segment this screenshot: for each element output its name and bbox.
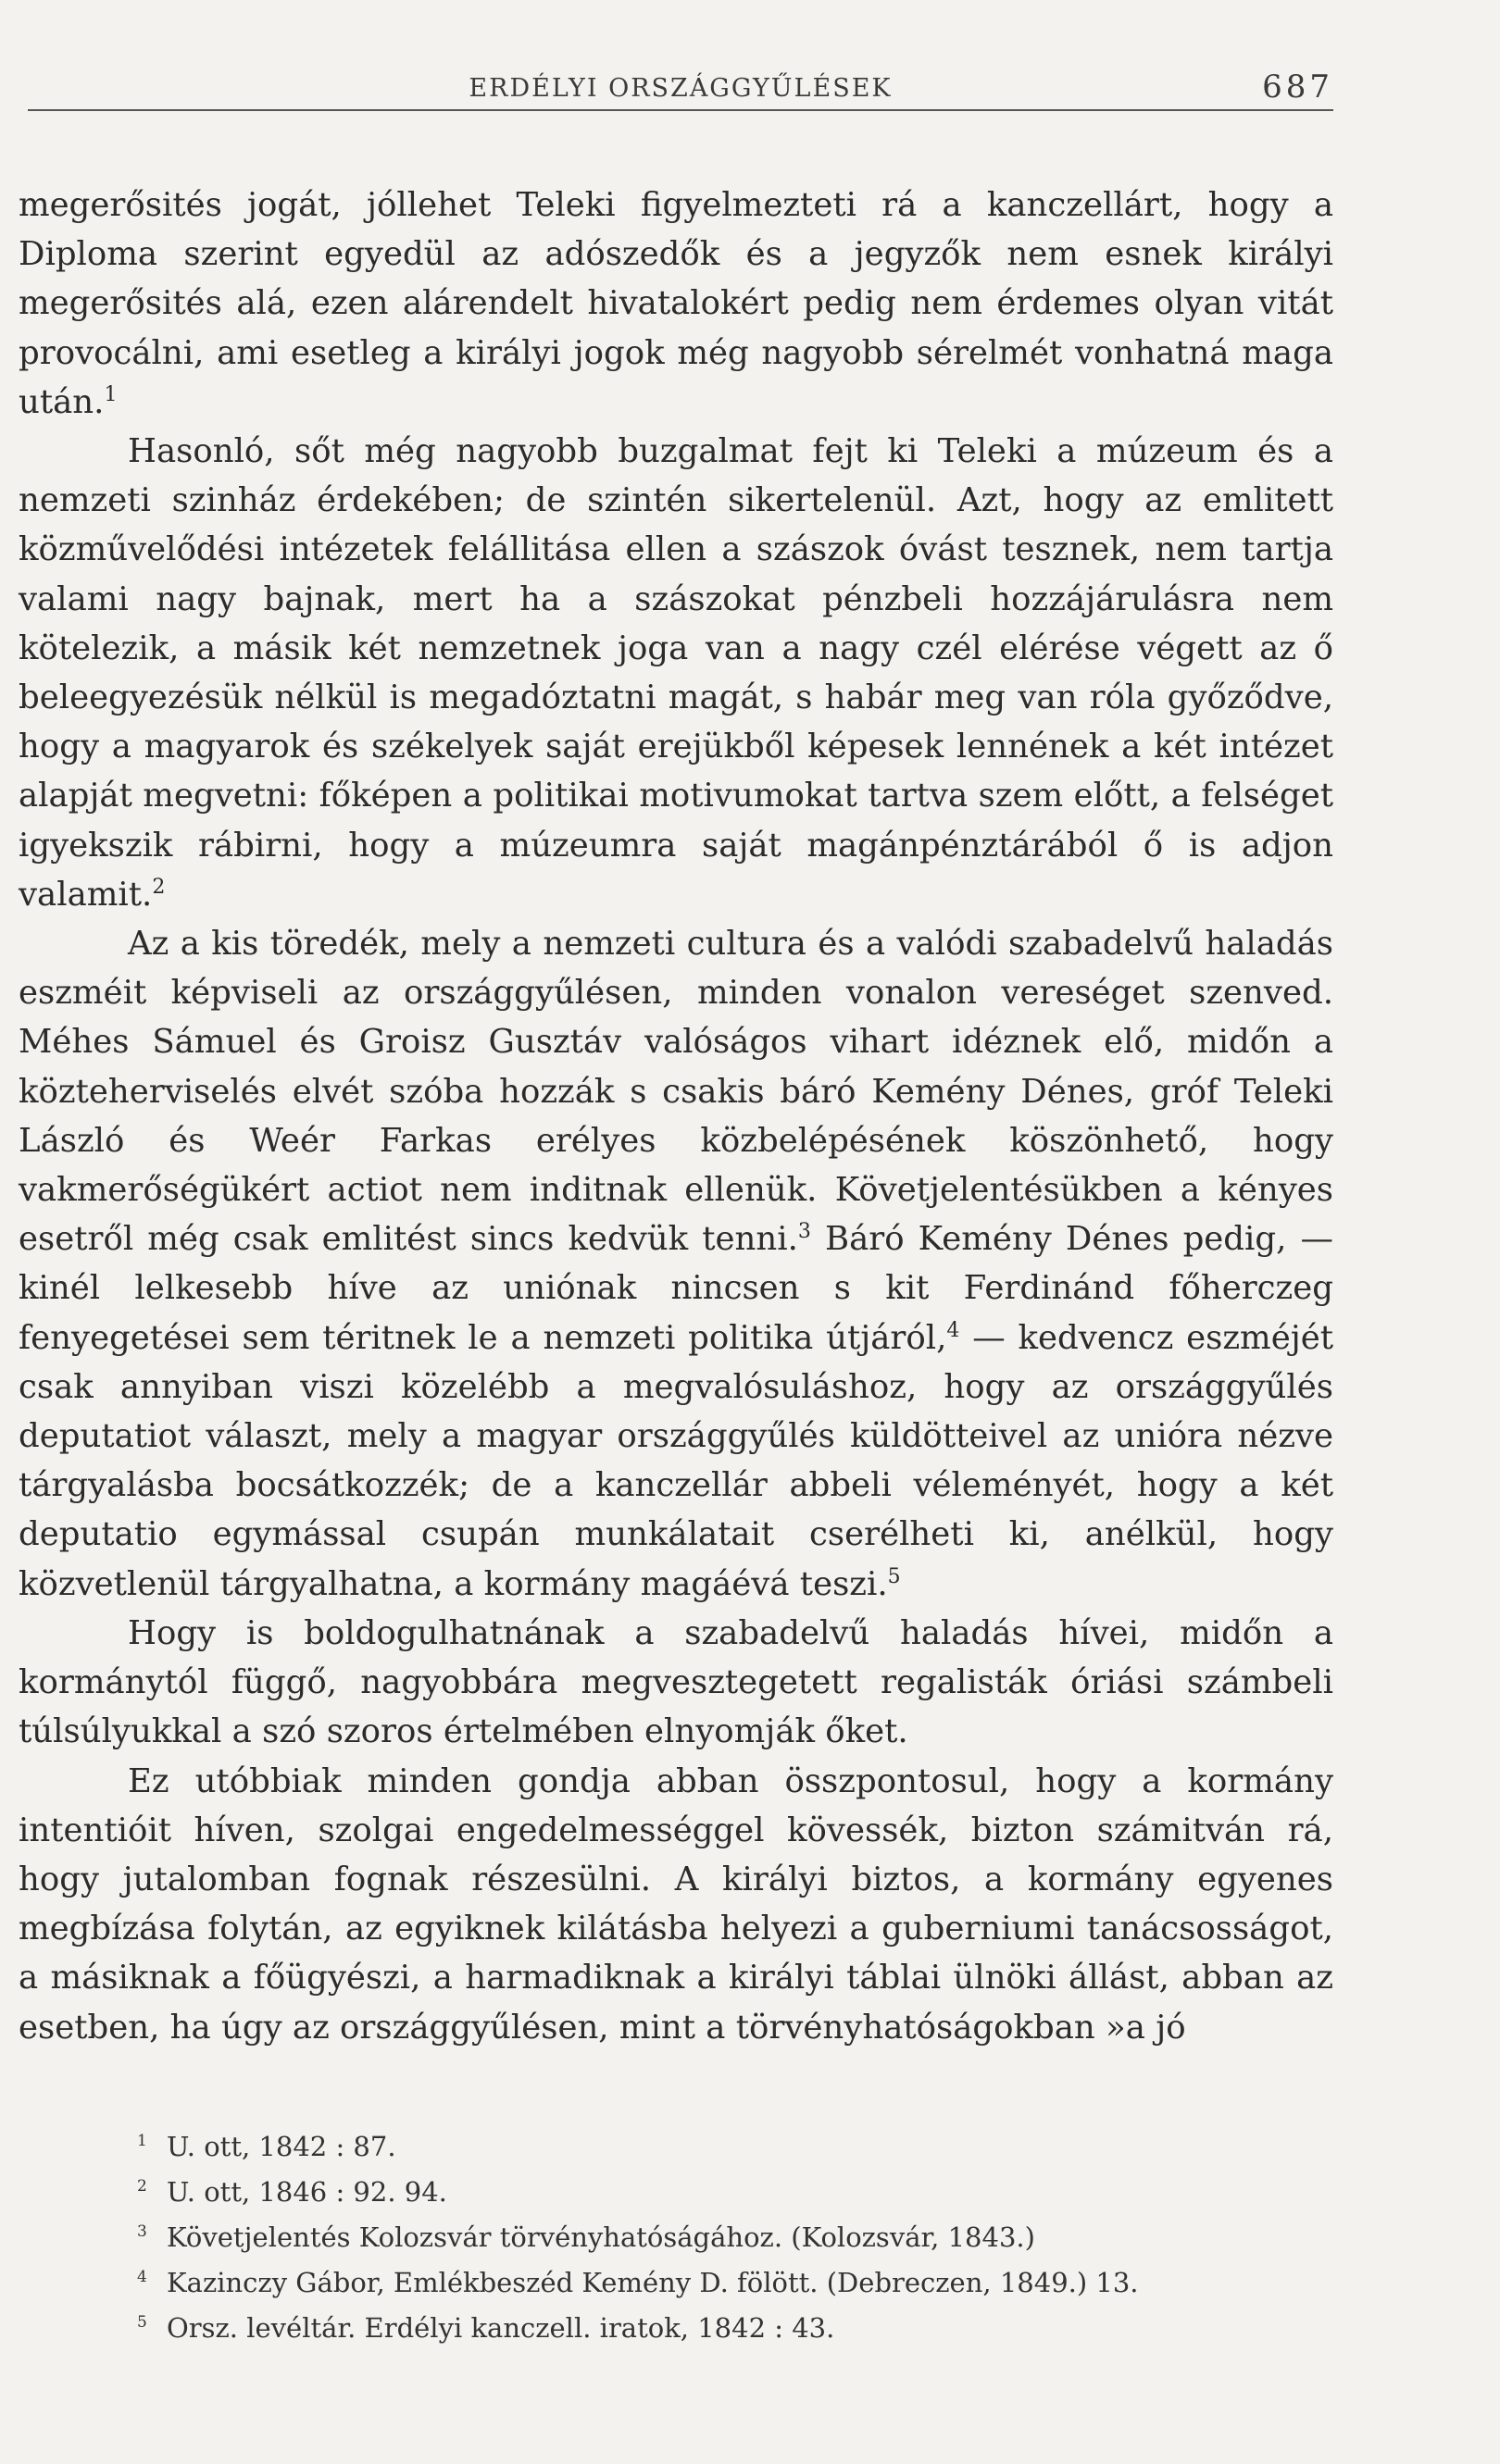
paragraph-text: Ez utóbbiak minden gondja abban összpontosul, hogy a kormány intentióit híven, szolgai engedelmességgel kövessék, bizton számitván rá, hogy jutalomban fognak részesülni. A királyi biztos, a kormány egyenes megbízása folytán, az egyiknek kilátásba helyezi a guberniumi tanácsosságot, a másiknak a főügyészi, a harmadiknak a királyi táblai ülnöki állást, abban az esetben, ha úgy az országgyűlésen, mint a törvényhatóságokban »a jó — [19, 1761, 1333, 2047]
paragraph — [19, 919, 1333, 1609]
footnotes — [137, 2124, 1304, 2351]
running-title: ERDÉLYI ORSZÁGGYŰLÉSEK — [469, 74, 893, 103]
footnote-number: 2 — [137, 2177, 147, 2196]
footnote-text: Orsz. levéltár. Erdélyi kanczell. iratok, 1842 : 43. — [167, 2312, 835, 2344]
footnote-text: Követjelentés Kolozsvár törvényhatóságához. (Kolozsvár, 1843.) — [167, 2221, 1035, 2253]
paragraph-text: Hogy is boldogulhatnának a szabadelvű haladás hívei, midőn a kormánytól függő, nagyobbára megvesztegetett regalisták óriási számbeli túlsúlyukkal a szó szoros értelmében elnyomják őket. — [19, 1613, 1333, 1751]
footnote-reference: 5 — [887, 1564, 901, 1588]
footnote-reference: 4 — [946, 1318, 960, 1342]
paragraph — [19, 1757, 1333, 2052]
paragraph-text: Az a kis töredék, mely a nemzeti cultura és a valódi szabadelvű haladás eszméit képviseli az országgyűlésen, minden vonalon vereséget szenved. Méhes Sámuel és Groisz Gusztáv valóságos vihart idéznek elő, midőn a közteherviselés elvét szóba hozzák s csakis báró Kemény Dénes, gróf Teleki László és Weér Farkas erélyes közbelépésének köszönhető, hogy vakmerőségükért actiot nem inditnak ellenük. Követjelentésükben a kényes esetről még csak emlitést sincs kedvük tenni. — [19, 925, 1333, 1259]
footnote — [137, 2124, 1304, 2170]
paragraph-text: Hasonló, sőt még nagyobb buzgalmat fejt ki Teleki a múzeum és a nemzeti szinház érdekében; de szintén sikertelenül. Azt, hogy az emlitett közművelődési intézetek felállitása ellen a szászok óvást tesznek, nem tartja valami nagy bajnak, mert ha a szászokat pénzbeli hozzájárulásra nem kötelezik, a másik két nemzetnek joga van a nagy czél elérése végett az ő beleegyezésük nélkül is megadóztatni magát, s habár meg van róla győződve, hogy a magyarok és székelyek saját erejükből képesek lennének a két intézet alapját megvetni: főképen a politikai motivumokat tartva szem előtt, a felséget igyekszik rábirni, hogy a múzeumra saját magánpénztárából ő is adjon valamit. — [19, 432, 1333, 914]
paragraph — [19, 1609, 1333, 1757]
paragraph — [19, 427, 1333, 919]
paragraph-text: Báró Kemény Dénes pedig, — kinél lelkesebb híve az uniónak nincsen s kit Ferdinánd főherczeg fenyegetései sem téritnek le a nemzeti politika útjáról, — [19, 1220, 1333, 1357]
footnote-number: 1 — [137, 2132, 147, 2150]
footnote — [137, 2260, 1304, 2306]
footnote-number: 3 — [137, 2222, 147, 2241]
footnote-text: U. ott, 1846 : 92. 94. — [167, 2176, 447, 2208]
page-number: 687 — [1262, 68, 1333, 106]
footnote — [137, 2170, 1304, 2215]
footnote — [137, 2215, 1304, 2260]
footnote-number: 4 — [137, 2268, 147, 2286]
paragraph — [19, 180, 1333, 427]
footnote — [137, 2306, 1304, 2351]
footnote-text: Kazinczy Gábor, Emlékbeszéd Kemény D. fölött. (Debreczen, 1849.) 13. — [167, 2267, 1139, 2298]
body-text — [19, 180, 1333, 2052]
footnote-reference: 2 — [152, 876, 166, 900]
paragraph-text: megerősités jogát, jóllehet Teleki figyelmezteti rá a kanczellárt, hogy a Diploma szerint egyedül az adószedők és a jegyzők nem esnek királyi megerősités alá, ezen alárendelt hivatalokért pedig nem érdemes olyan vitát provocálni, ami esetleg a királyi jogok még nagyobb sérelmét vonhatná maga után. — [19, 186, 1333, 421]
paragraph-text: — kedvencz eszméjét csak annyiban viszi közelébb a megvalósuláshoz, hogy az országgyűlés deputatiot választ, mely a magyar országgyűlés küldötteivel az unióra nézve tárgyalásba bocsátkozzék; de a kanczellár abbeli véleményét, hogy a két deputatio egymással csupán munkálatait cserélheti ki, anélkül, hogy közvetlenül tárgyalhatna, a kormány magáévá teszi. — [19, 1318, 1333, 1603]
running-head — [28, 68, 1333, 111]
footnote-text: U. ott, 1842 : 87. — [167, 2131, 396, 2162]
footnote-reference: 1 — [104, 382, 118, 406]
footnote-number: 5 — [137, 2313, 147, 2332]
footnote-reference: 3 — [797, 1220, 811, 1244]
